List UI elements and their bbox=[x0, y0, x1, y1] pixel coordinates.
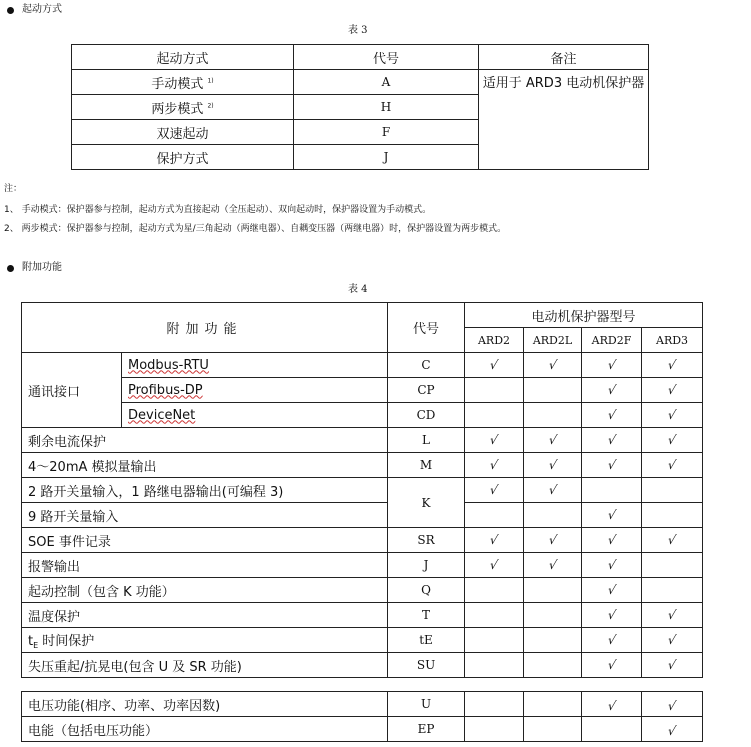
check-icon: √ bbox=[547, 432, 558, 447]
row-code: T bbox=[388, 603, 465, 628]
support-cell bbox=[582, 603, 642, 628]
support-cell bbox=[642, 628, 703, 653]
support-cell bbox=[582, 403, 642, 428]
row-code: J bbox=[388, 553, 465, 578]
support-cell bbox=[524, 628, 582, 653]
support-cell bbox=[642, 378, 703, 403]
support-cell bbox=[465, 528, 524, 553]
table3-header-mode: 起动方式 bbox=[72, 45, 294, 70]
row-code: C bbox=[388, 353, 465, 378]
support-cell bbox=[582, 528, 642, 553]
model-ard2: ARD2 bbox=[465, 328, 524, 353]
check-icon: √ bbox=[606, 657, 617, 672]
support-cell bbox=[524, 353, 582, 378]
support-cell bbox=[465, 653, 524, 678]
row-code: K bbox=[388, 478, 465, 528]
check-icon: √ bbox=[606, 557, 617, 572]
support-cell bbox=[465, 553, 524, 578]
row-code: Q bbox=[388, 578, 465, 603]
note-item-2: 2、 两步模式：保护器参与控制，起动方式为星/三角起动（两继电器）、自耦变压器（两继电器）时，保护器设置为两步模式。 bbox=[4, 224, 507, 234]
support-cell bbox=[582, 428, 642, 453]
check-icon: √ bbox=[547, 532, 558, 547]
support-cell bbox=[582, 503, 642, 528]
table3-cell-code: H bbox=[294, 95, 479, 120]
support-cell bbox=[465, 353, 524, 378]
support-cell bbox=[465, 692, 524, 717]
support-cell bbox=[524, 653, 582, 678]
section1-title: 起动方式 bbox=[22, 4, 62, 15]
support-cell bbox=[642, 403, 703, 428]
check-icon: √ bbox=[666, 607, 678, 622]
check-icon: √ bbox=[666, 632, 678, 647]
support-cell bbox=[465, 453, 524, 478]
table3-caption: 表 3 bbox=[348, 25, 368, 36]
check-icon: √ bbox=[606, 607, 617, 622]
check-icon: √ bbox=[547, 482, 558, 497]
support-cell bbox=[582, 717, 642, 742]
support-cell bbox=[582, 478, 642, 503]
check-icon: √ bbox=[547, 457, 558, 472]
check-icon: √ bbox=[666, 723, 678, 738]
support-cell bbox=[642, 717, 703, 742]
support-cell bbox=[642, 553, 703, 578]
row-code: M bbox=[388, 453, 465, 478]
support-cell bbox=[582, 378, 642, 403]
support-cell bbox=[524, 503, 582, 528]
row-name: 电能（包括电压功能） bbox=[22, 717, 388, 742]
support-cell bbox=[465, 717, 524, 742]
row-name: Profibus-DP bbox=[122, 378, 388, 403]
table4-header-code: 代号 bbox=[388, 303, 465, 353]
support-cell bbox=[642, 692, 703, 717]
row-code: CP bbox=[388, 378, 465, 403]
support-cell bbox=[582, 653, 642, 678]
support-cell bbox=[642, 578, 703, 603]
model-ard2f: ARD2F bbox=[582, 328, 642, 353]
support-cell bbox=[524, 578, 582, 603]
support-cell bbox=[524, 478, 582, 503]
table4-continued bbox=[21, 691, 703, 742]
check-icon: √ bbox=[666, 407, 678, 422]
row-name: 起动控制（包含 K 功能） bbox=[22, 578, 388, 603]
row-name: 剩余电流保护 bbox=[22, 428, 388, 453]
table3-cell-mode: 手动模式 $^{1)}$ bbox=[72, 70, 294, 95]
support-cell bbox=[524, 453, 582, 478]
row-name: 9 路开关量输入 bbox=[22, 503, 388, 528]
support-cell bbox=[642, 453, 703, 478]
support-cell bbox=[642, 428, 703, 453]
support-cell bbox=[465, 378, 524, 403]
support-cell bbox=[465, 578, 524, 603]
section1-bullet bbox=[7, 7, 14, 14]
check-icon: √ bbox=[488, 557, 500, 572]
support-cell bbox=[524, 553, 582, 578]
table3-cell-code: A bbox=[294, 70, 479, 95]
support-cell bbox=[582, 353, 642, 378]
support-cell bbox=[642, 528, 703, 553]
row-name: DeviceNet bbox=[122, 403, 388, 428]
check-icon: √ bbox=[606, 507, 617, 522]
row-name: SOE 事件记录 bbox=[22, 528, 388, 553]
check-icon: √ bbox=[488, 357, 500, 372]
table3 bbox=[71, 44, 649, 170]
support-cell bbox=[582, 578, 642, 603]
check-icon: √ bbox=[547, 557, 558, 572]
row-name: 电压功能(相序、功率、功率因数) bbox=[22, 692, 388, 717]
table3-header-code: 代号 bbox=[294, 45, 479, 70]
check-icon: √ bbox=[488, 432, 500, 447]
check-icon: √ bbox=[666, 357, 678, 372]
check-icon: √ bbox=[666, 532, 678, 547]
support-cell bbox=[582, 553, 642, 578]
row-code: EP bbox=[388, 717, 465, 742]
row-code: SR bbox=[388, 528, 465, 553]
check-icon: √ bbox=[606, 382, 617, 397]
table4 bbox=[21, 302, 703, 678]
check-icon: √ bbox=[666, 457, 678, 472]
table3-cell-mode: 双速起动 bbox=[72, 120, 294, 145]
support-cell bbox=[465, 628, 524, 653]
notes-title: 注： bbox=[4, 184, 23, 194]
support-cell bbox=[524, 692, 582, 717]
support-cell bbox=[582, 628, 642, 653]
row-name: 报警输出 bbox=[22, 553, 388, 578]
support-cell bbox=[582, 692, 642, 717]
support-cell bbox=[524, 528, 582, 553]
support-cell bbox=[642, 503, 703, 528]
support-cell bbox=[582, 453, 642, 478]
row-name: 4～20mA 模拟量输出 bbox=[22, 453, 388, 478]
model-ard2l: ARD2L bbox=[524, 328, 582, 353]
support-cell bbox=[465, 478, 524, 503]
check-icon: √ bbox=[606, 632, 617, 647]
table3-cell-code: F bbox=[294, 120, 479, 145]
support-cell bbox=[524, 403, 582, 428]
support-cell bbox=[642, 353, 703, 378]
table3-remark: 适用于 ARD3 电动机保护器 bbox=[479, 70, 649, 170]
row-name: 2 路开关量输入，1 路继电器输出(可编程 3) bbox=[22, 478, 388, 503]
table3-header-remark: 备注 bbox=[479, 45, 649, 70]
row-code: tE bbox=[388, 628, 465, 653]
check-icon: √ bbox=[488, 532, 500, 547]
comm-group-label: 通讯接口 bbox=[22, 353, 122, 428]
row-code: U bbox=[388, 692, 465, 717]
table3-cell-mode: 保护方式 bbox=[72, 145, 294, 170]
model-ard3: ARD3 bbox=[642, 328, 703, 353]
check-icon: √ bbox=[606, 532, 617, 547]
check-icon: √ bbox=[666, 657, 678, 672]
support-cell bbox=[465, 428, 524, 453]
check-icon: √ bbox=[666, 382, 678, 397]
note-item-1: 1、 手动模式：保护器参与控制，起动方式为直接起动（全压起动）、双向起动时，保护器设置为手动模式。 bbox=[4, 205, 432, 215]
check-icon: √ bbox=[606, 407, 617, 422]
section2-title: 附加功能 bbox=[22, 262, 62, 273]
support-cell bbox=[642, 603, 703, 628]
support-cell bbox=[524, 428, 582, 453]
support-cell bbox=[524, 603, 582, 628]
support-cell bbox=[465, 403, 524, 428]
table4-header-models: 电动机保护器型号 bbox=[465, 303, 703, 328]
check-icon: √ bbox=[606, 357, 617, 372]
check-icon: √ bbox=[606, 432, 617, 447]
table4-caption: 表 4 bbox=[348, 284, 368, 295]
check-icon: √ bbox=[547, 357, 558, 372]
check-icon: √ bbox=[488, 457, 500, 472]
section2-bullet bbox=[7, 265, 14, 272]
row-name: 失压重起/抗晃电(包含 U 及 SR 功能) bbox=[22, 653, 388, 678]
check-icon: √ bbox=[606, 457, 617, 472]
table3-cell-mode: 两步模式 $^{2)}$ bbox=[72, 95, 294, 120]
check-icon: √ bbox=[606, 582, 617, 597]
check-icon: √ bbox=[488, 482, 500, 497]
row-name: Modbus-RTU bbox=[122, 353, 388, 378]
row-code: SU bbox=[388, 653, 465, 678]
check-icon: √ bbox=[666, 432, 678, 447]
table4-header-function: 附加功能 bbox=[22, 303, 388, 353]
support-cell bbox=[642, 478, 703, 503]
row-code: L bbox=[388, 428, 465, 453]
check-icon: √ bbox=[666, 698, 678, 713]
support-cell bbox=[642, 653, 703, 678]
support-cell bbox=[465, 603, 524, 628]
check-icon: √ bbox=[606, 698, 617, 713]
row-code: CD bbox=[388, 403, 465, 428]
support-cell bbox=[524, 717, 582, 742]
support-cell bbox=[465, 503, 524, 528]
row-name: 温度保护 bbox=[22, 603, 388, 628]
table3-cell-code: J bbox=[294, 145, 479, 170]
support-cell bbox=[524, 378, 582, 403]
row-name: $t_E$ 时间保护 bbox=[22, 628, 388, 653]
